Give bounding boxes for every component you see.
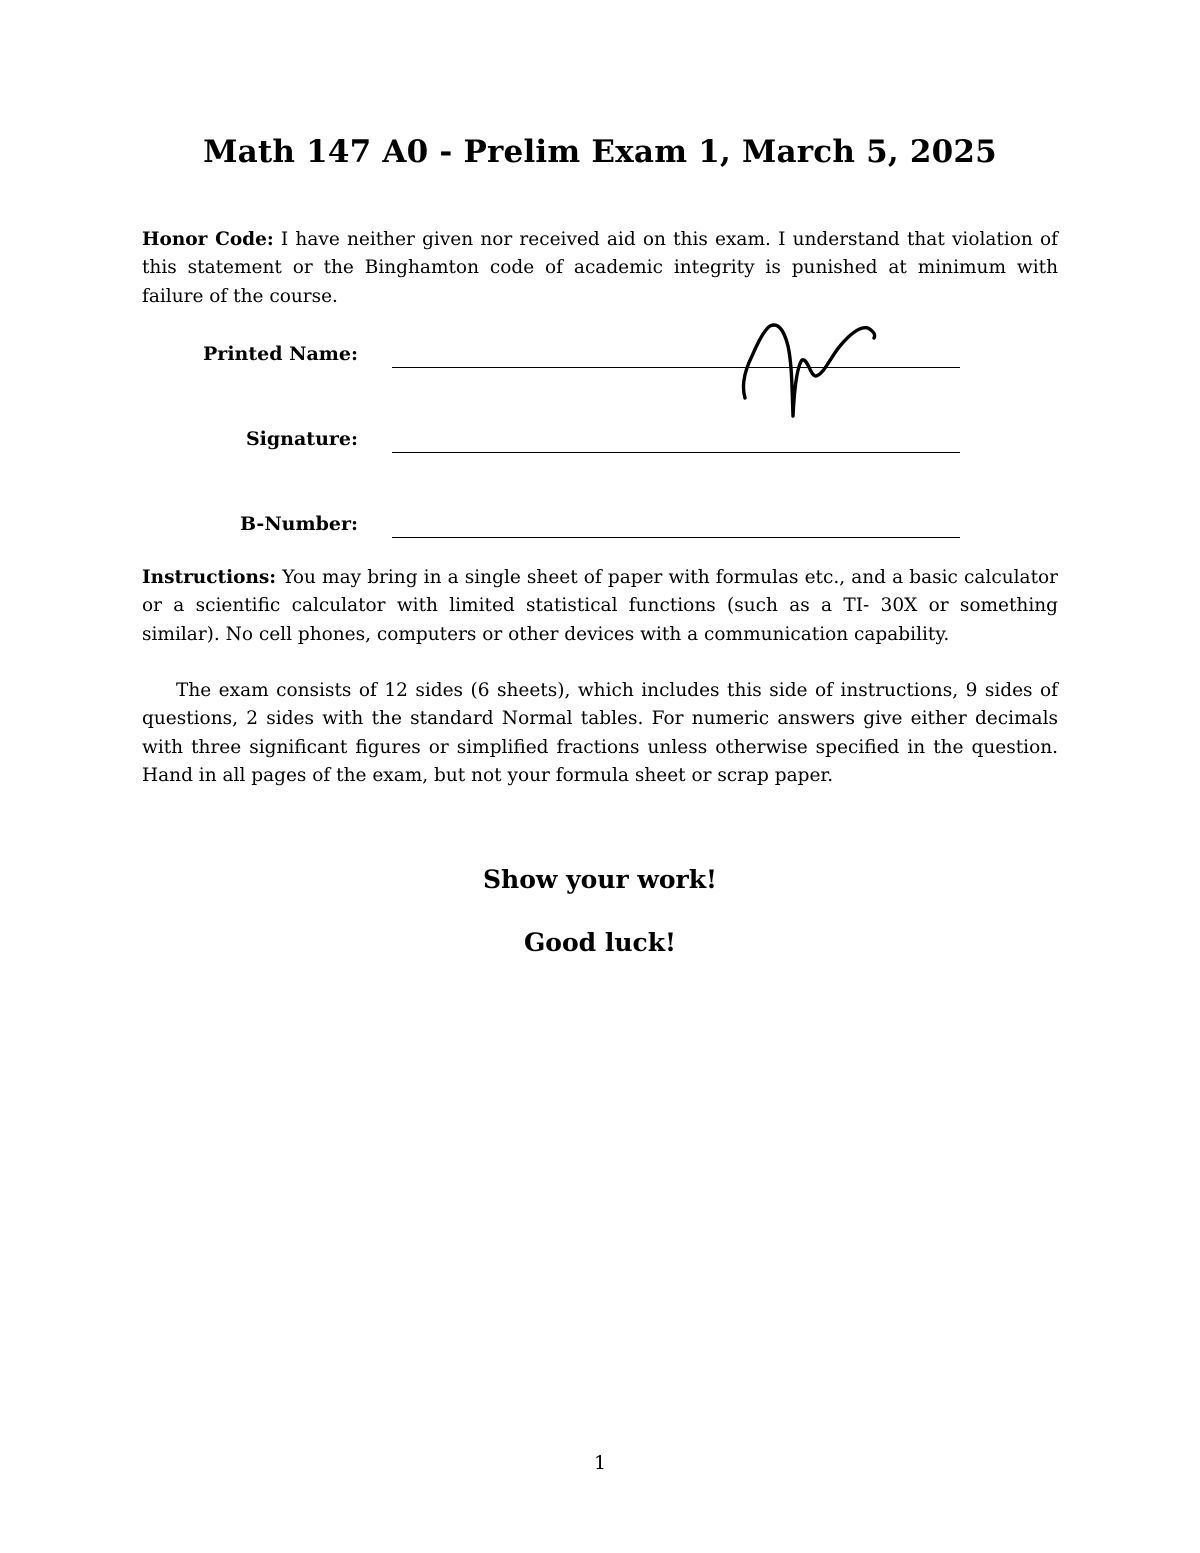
handwritten-signature — [736, 318, 884, 426]
bnumber-line[interactable] — [392, 537, 960, 538]
honor-code-label: Honor Code: — [142, 229, 274, 250]
bnumber-label: B-Number: — [240, 513, 358, 535]
signature-line[interactable] — [392, 452, 960, 453]
honor-code-text: I have neither given nor received aid on this exam. I understand that violation of this statement or the Binghamton code of academic integrity is punished at minimum with failure of the course. — [142, 229, 1058, 307]
show-work-heading: Show your work! — [482, 865, 718, 894]
honor-code-paragraph — [142, 226, 1058, 311]
instructions-paragraph — [142, 564, 1058, 649]
signature-label: Signature: — [245, 428, 358, 450]
exam-info-paragraph: The exam consists of 12 sides (6 sheets), which includes this side of instructions, 9 sides of questions, 2 sides with the standard Normal tables. For numeric answers give either decimals with three significant figures or simplified fractions unless otherwise specified in the question. Hand in all pages of the exam, but not your formula sheet or scrap paper. — [142, 680, 1058, 786]
page-title: Math 147 A0 - Prelim Exam 1, March 5, 2025 — [203, 134, 997, 170]
instructions-label: Instructions: — [142, 567, 277, 588]
printed-name-label: Printed Name: — [203, 343, 358, 365]
instructions-text: You may bring in a single sheet of paper with formulas etc., and a basic calculator or a scientific calculator with limited statistical functions (such as a TI- 30X or something similar). No cell phones, computers or other devices with a communication capability. — [142, 567, 1058, 645]
page-number: 1 — [593, 1452, 607, 1474]
good-luck-heading: Good luck! — [523, 928, 677, 957]
